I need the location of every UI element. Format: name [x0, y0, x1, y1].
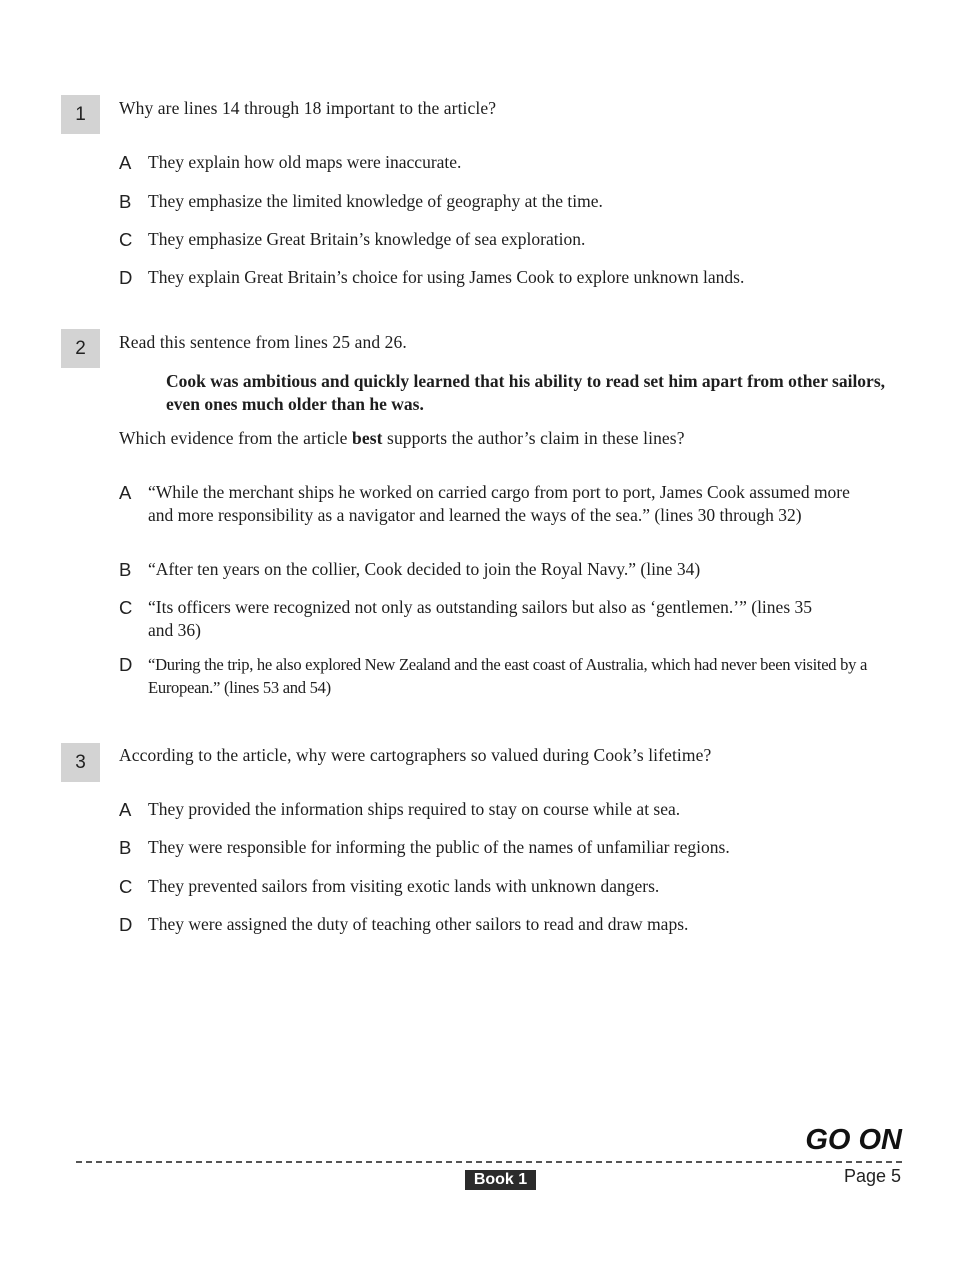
option-text: “While the merchant ships he worked on carried cargo from port to port, James Cook assumed more and more responsibility as a navigator and learned the ways of the sea.” (lines 30 through 32): [148, 482, 850, 525]
page-number: Page 5: [843, 1166, 901, 1186]
option-text: They explain Great Britain’s choice for using James Cook to explore unknown lands.: [148, 267, 745, 287]
answer-option[interactable]: [119, 481, 864, 527]
option-letter: D: [119, 267, 133, 288]
question-number-badge: 3: [61, 743, 100, 782]
question-number-badge: 1: [61, 95, 100, 134]
option-letter: A: [119, 799, 132, 820]
option-letter: B: [119, 559, 132, 580]
option-letter: C: [119, 876, 133, 897]
option-text: “During the trip, he also explored New Zealand and the east coast of Australia, which had never been visited by a European.” (lines 53 and 54): [148, 655, 868, 697]
option-letter: D: [119, 914, 133, 935]
option-text: They were responsible for informing the public of the names of unfamiliar regions.: [148, 837, 730, 857]
question-prompt: [119, 427, 685, 450]
option-text: They explain how old maps were inaccurate.: [148, 152, 462, 172]
answer-option[interactable]: [119, 913, 889, 936]
option-letter: C: [119, 597, 133, 618]
prompt-after: supports the author’s claim in these lines?: [382, 428, 685, 448]
option-letter: A: [119, 482, 132, 503]
option-letter: D: [119, 654, 133, 675]
question-stem: Why are lines 14 through 18 important to the article?: [119, 98, 497, 118]
answer-option[interactable]: [119, 558, 889, 581]
option-text: “After ten years on the collier, Cook decided to join the Royal Navy.” (line 34): [148, 559, 701, 579]
quoted-sentence: Cook was ambitious and quickly learned that his ability to read set him apart from other sailors, even ones much older than he was.: [166, 371, 886, 414]
option-letter: B: [119, 191, 132, 212]
answer-option[interactable]: [119, 266, 889, 289]
option-text: They emphasize Great Britain’s knowledge of sea exploration.: [148, 229, 586, 249]
question-stem: According to the article, why were cartographers so valued during Cook’s lifetime?: [119, 745, 712, 765]
answer-option[interactable]: [119, 653, 899, 699]
answer-option[interactable]: [119, 596, 839, 642]
answer-option[interactable]: [119, 190, 889, 213]
answer-option[interactable]: [119, 875, 889, 898]
answer-option[interactable]: [119, 151, 889, 174]
answer-option[interactable]: [119, 228, 889, 251]
option-text: They provided the information ships required to stay on course while at sea.: [148, 799, 681, 819]
go-on-label: GO ON: [805, 1124, 902, 1156]
question-stem: Read this sentence from lines 25 and 26.: [119, 332, 407, 352]
book-label: Book 1: [465, 1170, 536, 1190]
prompt-before: Which evidence from the article: [119, 428, 353, 448]
answer-option[interactable]: [119, 798, 889, 821]
option-text: “Its officers were recognized not only as outstanding sailors but also as ‘gentlemen.’” (lines 35 and 36): [148, 597, 813, 640]
option-text: They emphasize the limited knowledge of geography at the time.: [148, 191, 603, 211]
prompt-emphasis: best: [352, 428, 383, 448]
option-text: They prevented sailors from visiting exotic lands with unknown dangers.: [148, 876, 660, 896]
option-letter: A: [119, 152, 132, 173]
option-text: They were assigned the duty of teaching other sailors to read and draw maps.: [148, 914, 689, 934]
answer-option[interactable]: [119, 836, 889, 859]
footer-divider: [76, 1161, 902, 1163]
option-letter: B: [119, 837, 132, 858]
question-number-badge: 2: [61, 329, 100, 368]
option-letter: C: [119, 229, 133, 250]
